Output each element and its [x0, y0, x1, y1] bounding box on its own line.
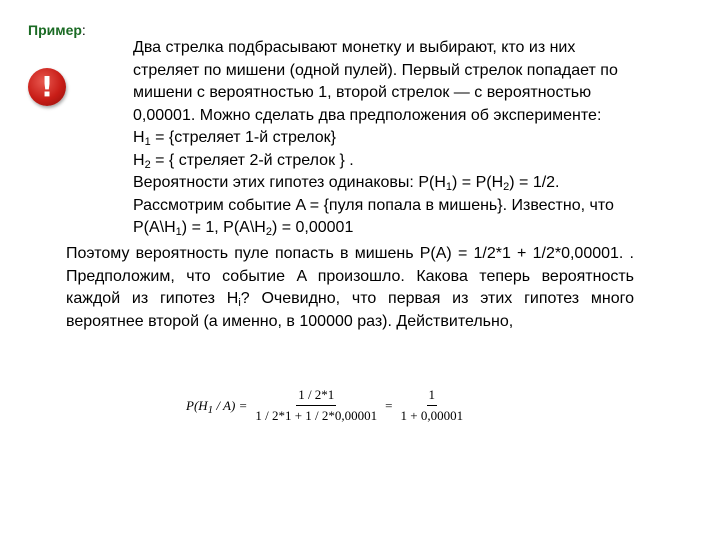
body-paragraph: Поэтому вероятность пуле попасть в мишень P(A) = 1/2*1 + 1/2*0,00001. . Предположим, что событие A произошло. Какова теперь вероятность каждой из гипотез $H_i$? Очевидно, что первая из этих гипотез много вероятнее второй (а именно, в 100000 раз). Действительно, — [66, 245, 635, 330]
bayes-formula — [186, 387, 471, 424]
hypotheses-probability: Вероятности этих гипотез одинаковы: $P(H_1) = P(H_2) = 1/2$. — [133, 174, 560, 193]
intro-line-4: 0,00001. Можно сделать два предположения об эксперименте: — [133, 106, 602, 124]
intro-text — [133, 37, 693, 240]
fraction-2-denominator: 1 + 0,00001 — [400, 408, 464, 423]
fraction-1-numerator: 1 / 2*1 — [296, 387, 336, 406]
hypothesis-2: $H_2$ = { стреляет 2-й стрелок } . — [133, 151, 354, 171]
formula-lhs: $P(H_1 / A)$ = — [186, 397, 248, 416]
intro-line-3: мишени с вероятностью 1, второй стрелок — с вероятностью — [133, 84, 592, 101]
formula-fraction-1 — [253, 387, 379, 424]
example-label: Пример: — [28, 22, 86, 38]
formula-equals: = — [385, 397, 393, 413]
formula-fraction-2 — [399, 387, 466, 424]
fraction-1-denominator: 1 / 2*1 + 1 / 2*0,00001 — [255, 408, 378, 423]
intro-line-2: стреляет по мишени (одной пулей). Первый стрелок попадает по — [133, 61, 618, 79]
hypothesis-1: $H_1$ = {стреляет 1-й стрелок} — [133, 129, 336, 148]
exclamation-icon: ! — [28, 68, 66, 106]
conditional-probabilities: $P(A\backslash H_1) = 1$, $P(A\backslash H_2) = 0,00001$ — [133, 219, 354, 238]
intro-line-8: Рассмотрим событие A = {пуля попала в мишень}. Известно, что — [133, 196, 614, 214]
intro-line-1: Два стрелка подбрасывают монетку и выбирают, кто из них — [133, 39, 576, 56]
fraction-2-numerator: 1 — [427, 387, 438, 406]
